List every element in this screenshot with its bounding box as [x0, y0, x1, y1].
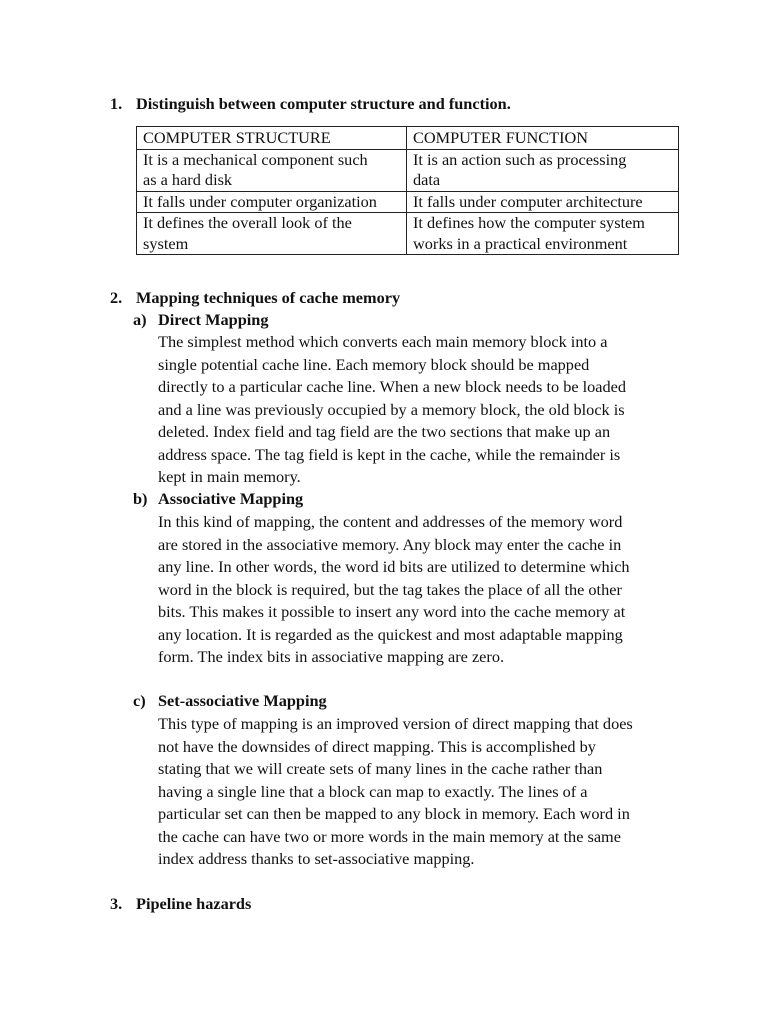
paragraph-line: having a single line that a block can map to exactly. The lines of a — [158, 781, 588, 801]
paragraph-line: the cache can have two or more words in the main memory at the same — [158, 826, 621, 846]
paragraph-line: This type of mapping is an improved version of direct mapping that does — [158, 714, 633, 733]
paragraph-line: directly to a particular cache line. When a new block needs to be loaded — [158, 377, 627, 396]
section-b-heading — [133, 488, 303, 511]
question-1-heading — [110, 93, 511, 116]
section-c-letter: c) — [133, 691, 146, 710]
table-cell — [407, 149, 679, 191]
paragraph-line: form. The index bits in associative mapping are zero. — [158, 647, 505, 666]
question-3-title: Pipeline hazards — [136, 894, 252, 913]
table-header-row — [137, 127, 679, 150]
paragraph-line: and a line was previously occupied by a memory block, the old block is — [158, 399, 625, 419]
table-row — [137, 149, 679, 191]
cell-line: It defines how the computer system — [413, 213, 645, 232]
table-cell — [407, 213, 679, 255]
paragraph-line: deleted. Index field and tag field are the two sections that make up an — [158, 422, 611, 441]
cell-line: It defines the overall look of the — [143, 213, 352, 232]
header-computer-structure: COMPUTER STRUCTURE — [137, 127, 407, 150]
section-c-title: Set-associative Mapping — [158, 691, 327, 710]
question-2-title: Mapping techniques of cache memory — [136, 288, 401, 307]
paragraph-line: kept in main memory. — [158, 467, 301, 486]
section-b-paragraph — [158, 511, 678, 669]
question-1-number: 1. — [110, 94, 123, 113]
comparison-table — [136, 126, 679, 255]
table-cell — [407, 191, 679, 213]
cell-line: It falls under computer organization — [143, 191, 377, 211]
section-a-title: Direct Mapping — [158, 310, 269, 329]
paragraph-line: index address thanks to set-associative mapping. — [158, 849, 475, 868]
paragraph-line: stating that we will create sets of many lines in the cache rather than — [158, 759, 603, 778]
question-3-number: 3. — [110, 894, 123, 913]
cell-line: works in a practical environment — [413, 233, 628, 253]
section-b-letter: b) — [133, 489, 148, 508]
table-row — [137, 213, 679, 255]
paragraph-line: The simplest method which converts each main memory block into a — [158, 332, 608, 351]
question-1-title: Distinguish between computer structure and function. — [136, 94, 511, 113]
paragraph-line: bits. This makes it possible to insert any word into the cache memory at — [158, 602, 626, 621]
paragraph-line: any location. It is regarded as the quickest and most adaptable mapping — [158, 624, 623, 644]
cell-line: It is a mechanical component such — [143, 149, 368, 169]
paragraph-line: any line. In other words, the word id bits are utilized to determine which — [158, 557, 630, 576]
table-cell — [137, 191, 407, 213]
cell-line: data — [413, 170, 441, 189]
paragraph-line: word in the block is required, but the tag takes the place of all the other — [158, 579, 622, 599]
cell-line: as a hard disk — [143, 170, 233, 189]
section-a-paragraph — [158, 331, 678, 489]
paragraph-line: address space. The tag field is kept in the cache, while the remainder is — [158, 444, 621, 464]
paragraph-line: particular set can then be mapped to any block in memory. Each word in — [158, 804, 630, 823]
table-row — [137, 191, 679, 213]
cell-line: It is an action such as processing — [413, 149, 627, 169]
paragraph-line: are stored in the associative memory. Any block may enter the cache in — [158, 534, 622, 554]
table-cell — [137, 213, 407, 255]
paragraph-line: In this kind of mapping, the content and addresses of the memory word — [158, 512, 623, 531]
section-b-title: Associative Mapping — [158, 489, 304, 508]
section-c-heading — [133, 690, 327, 713]
table-cell — [137, 149, 407, 191]
section-a-letter: a) — [133, 310, 147, 329]
question-2-heading — [110, 287, 400, 310]
paragraph-line: not have the downsides of direct mapping. This is accomplished by — [158, 736, 596, 756]
section-c-paragraph — [158, 713, 678, 871]
header-computer-function: COMPUTER FUNCTION — [407, 127, 679, 150]
question-3-heading — [110, 893, 251, 916]
cell-line: It falls under computer architecture — [413, 191, 643, 211]
paragraph-line: single potential cache line. Each memory block should be mapped — [158, 354, 590, 374]
question-2-number: 2. — [110, 288, 123, 307]
cell-line: system — [143, 233, 189, 253]
section-a-heading — [133, 309, 269, 332]
